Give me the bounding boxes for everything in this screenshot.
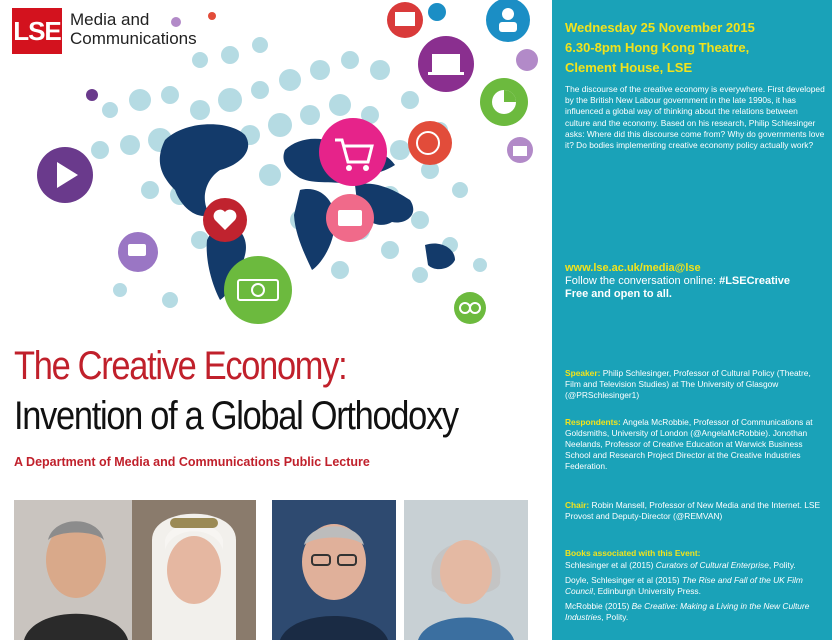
title-line2: Invention of a Global Orthodoxy bbox=[14, 394, 458, 438]
lse-logo: LSE bbox=[12, 8, 62, 54]
respondents-text: Angela McRobbie, Professor of Communications at Goldsmiths, University of London (@AngelaMcRobbie). Jonothan Neelands, Professor of Creative Education at Warwick Business School and Research Project Director at the Creative Industries Federation. bbox=[565, 417, 813, 471]
book-1-publisher: , Polity. bbox=[768, 560, 796, 570]
chair-text: Robin Mansell, Professor of New Media and the Internet. LSE Provost and Deputy-Director (@REMVAN) bbox=[565, 500, 821, 521]
hashtag-link[interactable]: #LSECreative bbox=[719, 275, 791, 287]
website-link[interactable]: www.lse.ac.uk/media@lse bbox=[565, 262, 701, 274]
books-heading: Books associated with this Event: bbox=[565, 548, 701, 558]
department-name-line2: Communications bbox=[70, 29, 197, 48]
speaker-info bbox=[565, 368, 827, 401]
chair-label: Chair: bbox=[565, 500, 590, 510]
event-details bbox=[565, 18, 755, 78]
book-1-author: Schlesinger et al (2015) bbox=[565, 560, 656, 570]
books-section bbox=[565, 548, 827, 623]
follow-text: Follow the conversation online: bbox=[565, 275, 720, 287]
speaker-photo-1 bbox=[14, 500, 138, 640]
respondents-info bbox=[565, 417, 827, 472]
book-2-publisher: , Edinburgh University Press. bbox=[592, 586, 701, 596]
book-1-title: Curators of Cultural Enterprise bbox=[655, 560, 769, 570]
event-time-venue: 6.30-8pm Hong Kong Theatre, bbox=[565, 40, 750, 55]
department-name-line1: Media and bbox=[70, 10, 150, 29]
book-3-title: Be Creative: Making a Living in the New Culture Industries bbox=[565, 601, 810, 622]
event-date: Wednesday 25 November 2015 bbox=[565, 20, 755, 35]
clock-24-icon bbox=[408, 121, 452, 165]
speaker-photo-4 bbox=[404, 500, 528, 640]
info-panel bbox=[552, 0, 832, 640]
event-description: The discourse of the creative economy is everywhere. First developed by the British New Labour government in the late 1990s, it has influenced a global way of thinking about the relations between culture and the economy. Based on his research, Philip Schlesinger asks: Where did this discourse come from? Why do governments love it? Do bodies implementing creative economy policy actually work? bbox=[565, 84, 825, 151]
follow-line bbox=[565, 275, 830, 288]
cart-icon bbox=[319, 118, 387, 186]
event-building: Clement House, LSE bbox=[565, 60, 693, 75]
user-icon bbox=[486, 0, 530, 42]
book-2-author: Doyle, Schlesinger et al (2015) bbox=[565, 575, 682, 585]
department-name bbox=[70, 10, 197, 48]
speaker-label: Speaker: bbox=[565, 368, 601, 378]
speaker-photo-2 bbox=[132, 500, 256, 640]
dollar-icon bbox=[428, 3, 446, 21]
book-2-title: The Rise and Fall of the UK Film Council bbox=[565, 575, 803, 596]
respondents-label: Respondents: bbox=[565, 417, 621, 427]
speaker-text: Philip Schlesinger, Professor of Cultural Policy (Theatre, Film and Television Studies) at The University of Glasgow (@PRSchlesinger1) bbox=[565, 368, 811, 400]
book-item bbox=[565, 575, 827, 597]
event-links bbox=[565, 262, 830, 301]
book-3-publisher: , Polity. bbox=[601, 612, 629, 622]
lecture-subtitle: A Department of Media and Communications Public Lecture bbox=[14, 455, 370, 469]
chair-info bbox=[565, 500, 827, 522]
speaker-photo-3 bbox=[272, 500, 396, 640]
book-3-author: McRobbie (2015) bbox=[565, 601, 632, 611]
world-map-illustration bbox=[0, 0, 552, 345]
book-item bbox=[565, 601, 827, 623]
admission-note: Free and open to all. bbox=[565, 288, 672, 300]
bag-icon bbox=[516, 49, 538, 71]
money-icon bbox=[224, 256, 292, 324]
title-line1: The Creative Economy: bbox=[14, 344, 347, 388]
book-item bbox=[565, 560, 827, 571]
